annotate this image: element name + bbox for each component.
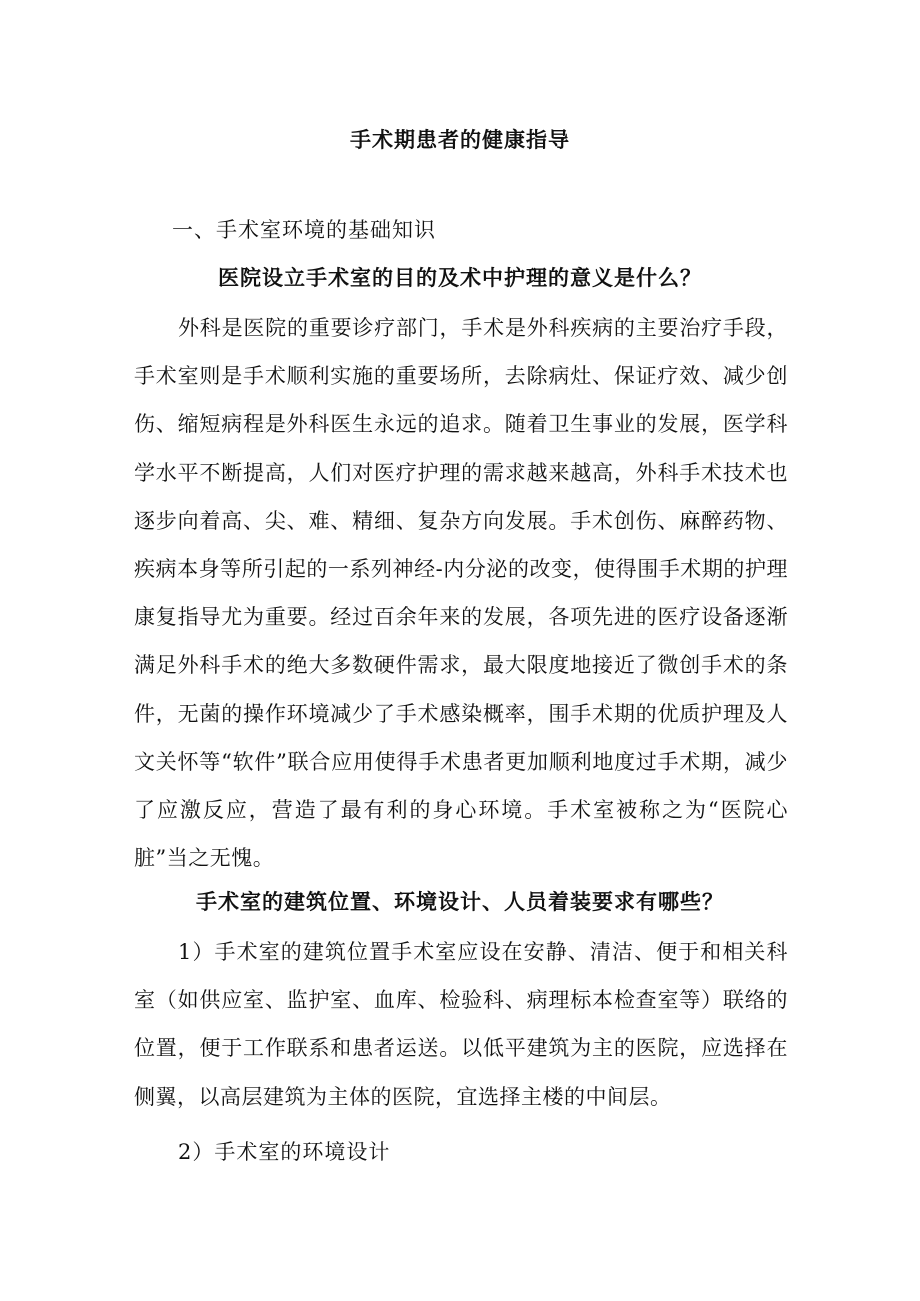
list-item-environment-design: 2）手术室的环境设计 <box>178 1140 391 1164</box>
section-heading: 一、手术室环境的基础知识 <box>172 218 436 242</box>
document-title: 手术期患者的健康指导 <box>350 127 570 152</box>
question-heading-requirements: 手术室的建筑位置、环境设计、人员着装要求有哪些？ <box>196 889 724 914</box>
question-heading-purpose: 医院设立手术室的目的及术中护理的意义是什么？ <box>218 265 702 290</box>
paragraph-building-location: 1）手术室的建筑位置手术室应设在安静、清洁、便于和相关科室（如供应室、监护室、血库、检验科、病理标本检查室等）联络的位置，便于工作联系和患者运送。以低平建筑为主的医院，应选择在侧翼，以高层建筑为主体的医院，宜选择主楼的中间层。 <box>134 940 788 1109</box>
paragraph-surgery-significance: 外科是医院的重要诊疗部门，手术是外科疾病的主要治疗手段，手术室则是手术顺利实施的重要场所，去除病灶、保证疗效、减少创伤、缩短病程是外科医生永远的追求。随着卫生事业的发展，医学科学水平不断提高，人们对医疗护理的需求越来越高，外科手术技术也逐步向着高、尖、难、精细、复杂方向发展。手术创伤、麻醉药物、疾病本身等所引起的一系列神经-内分泌的改变，使得围手术期的护理康复指导尤为重要。经过百余年来的发展，各项先进的医疗设备逐渐满足外科手术的绝大多数硬件需求，最大限度地接近了微创手术的条件，无菌的操作环境减少了手术感染概率，围手术期的优质护理及人文关怀等“软件”联合应用使得手术患者更加顺利地度过手术期，减少了应激反应，营造了最有利的身心环境。手术室被称之为“医院心脏”当之无愧。 <box>134 316 788 871</box>
